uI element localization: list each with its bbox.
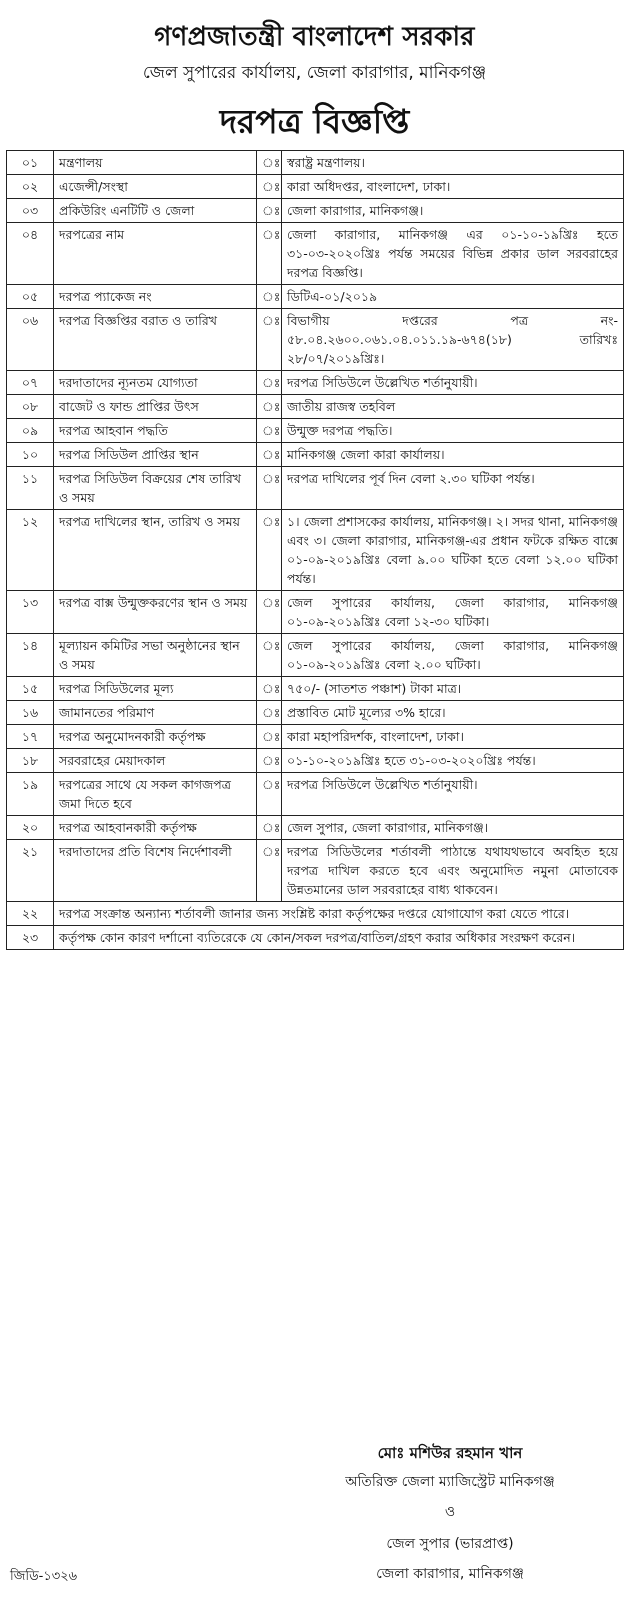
tender-details-table <box>6 150 624 950</box>
row-value: জেল সুপারের কার্যালয়, জেলা কারাগার, মানিকগঞ্জ ০১-০৯-২০১৯খ্রিঃ বেলা ১২-৩০ ঘটিকা। <box>282 591 624 634</box>
row-label: প্রকিউরিং এনটিটি ও জেলা <box>54 199 257 223</box>
row-value: স্বরাষ্ট্র মন্ত্রণালয়। <box>282 151 624 175</box>
row-label: দরপত্র সিডিউল প্রাপ্তির স্থান <box>54 443 257 467</box>
row-value: ৭৫০/- (সাতশত পঞ্চাশ) টাকা মাত্র। <box>282 677 624 701</box>
row-label: দরপত্র প্যাকেজ নং <box>54 285 257 309</box>
row-label: এজেন্সী/সংস্থা <box>54 175 257 199</box>
row-label: জামানতের পরিমাণ <box>54 701 257 725</box>
row-colon: ঃ <box>257 701 282 725</box>
row-number: ১৫ <box>7 677 54 701</box>
row-number: ০৩ <box>7 199 54 223</box>
row-colon: ঃ <box>257 840 282 902</box>
table-row <box>7 725 624 749</box>
table-row <box>7 510 624 591</box>
row-colon: ঃ <box>257 309 282 371</box>
row-number: ১৯ <box>7 773 54 816</box>
row-label: বাজেট ও ফান্ড প্রাপ্তির উৎস <box>54 395 257 419</box>
row-number: ১৪ <box>7 634 54 677</box>
row-number: ০১ <box>7 151 54 175</box>
row-colon: ঃ <box>257 199 282 223</box>
row-value: জেল সুপারের কার্যালয়, জেলা কারাগার, মানিকগঞ্জ ০১-০৯-২০১৯খ্রিঃ বেলা ২.০০ ঘটিকা। <box>282 634 624 677</box>
row-value: দরপত্র দাখিলের পূর্ব দিন বেলা ২.৩০ ঘটিকা পর্যন্ত। <box>282 467 624 510</box>
row-label: সরবরাহের মেয়াদকাল <box>54 749 257 773</box>
row-label: দরদাতাদের প্রতি বিশেষ নির্দেশাবলী <box>54 840 257 902</box>
row-number: ১৭ <box>7 725 54 749</box>
table-row <box>7 634 624 677</box>
table-row <box>7 395 624 419</box>
row-colon: ঃ <box>257 634 282 677</box>
table-row <box>7 902 624 926</box>
row-value: ডিটিএ-০১/২০১৯ <box>282 285 624 309</box>
table-row <box>7 223 624 285</box>
signatory-name: মোঃ মশিউর রহমান খান <box>377 1444 523 1462</box>
row-number: ০৪ <box>7 223 54 285</box>
office-subheading: জেল সুপারের কার্যালয়, জেলা কারাগার, মানিকগঞ্জ <box>142 63 487 83</box>
row-colon: ঃ <box>257 175 282 199</box>
row-colon: ঃ <box>257 223 282 285</box>
table-row <box>7 371 624 395</box>
row-value: উন্মুক্ত দরপত্র পদ্ধতি। <box>282 419 624 443</box>
row-text: কর্তৃপক্ষ কোন কারণ দর্শানো ব্যতিরেকে যে কোন/সকল দরপত্র/বাতিল/গ্রহণ করার অধিকার সংরক্ষণ করেন। <box>54 926 624 950</box>
row-value: কারা মহাপরিদর্শক, বাংলাদেশ, ঢাকা। <box>282 725 624 749</box>
gd-number: জিডি-১৩২৬ <box>10 1569 78 1584</box>
table-row <box>7 175 624 199</box>
row-label: দরপত্র বাক্স উন্মুক্তকরণের স্থান ও সময় <box>54 591 257 634</box>
row-number: ১৬ <box>7 701 54 725</box>
row-colon: ঃ <box>257 467 282 510</box>
row-label: মূল্যায়ন কমিটির সভা অনুষ্ঠানের স্থান ও সময় <box>54 634 257 677</box>
table-row <box>7 591 624 634</box>
row-number: ২১ <box>7 840 54 902</box>
table-row <box>7 677 624 701</box>
table-row <box>7 309 624 371</box>
row-label: দরপত্রের নাম <box>54 223 257 285</box>
row-number: ০৮ <box>7 395 54 419</box>
row-number: ১০ <box>7 443 54 467</box>
row-number: ১২ <box>7 510 54 591</box>
row-number: ২০ <box>7 816 54 840</box>
row-colon: ঃ <box>257 151 282 175</box>
signatory-designation-2: জেল সুপার (ভারপ্রাপ্ত) <box>386 1536 514 1552</box>
row-label: দরপত্র দাখিলের স্থান, তারিখ ও সময় <box>54 510 257 591</box>
row-text: দরপত্র সংক্রান্ত অন্যান্য শর্তাবলী জানার জন্য সংশ্লিষ্ট কারা কর্তৃপক্ষের দপ্তরে যোগাযোগ করা যেতে পারে। <box>54 902 624 926</box>
row-number: ১৩ <box>7 591 54 634</box>
row-value: জেলা কারাগার, মানিকগঞ্জ। <box>282 199 624 223</box>
row-colon: ঃ <box>257 816 282 840</box>
row-label: দরপত্র সিডিউল বিক্রয়ের শেষ তারিখ ও সময় <box>54 467 257 510</box>
row-number: ১১ <box>7 467 54 510</box>
row-colon: ঃ <box>257 371 282 395</box>
row-label: দরপত্র অনুমোদনকারী কর্তৃপক্ষ <box>54 725 257 749</box>
row-number: ২২ <box>7 902 54 926</box>
row-value: জেল সুপার, জেলা কারাগার, মানিকগঞ্জ। <box>282 816 624 840</box>
row-label: দরপত্র আহবান পদ্ধতি <box>54 419 257 443</box>
row-label: মন্ত্রণালয় <box>54 151 257 175</box>
table-row <box>7 285 624 309</box>
row-value: দরপত্র সিডিউলে উল্লেখিত শর্তানুযায়ী। <box>282 773 624 816</box>
table-row <box>7 443 624 467</box>
row-colon: ঃ <box>257 285 282 309</box>
table-row <box>7 926 624 950</box>
row-label: দরপত্র বিজ্ঞপ্তির বরাত ও তারিখ <box>54 309 257 371</box>
table-row <box>7 701 624 725</box>
row-label: দরদাতাদের ন্যূনতম যোগ্যতা <box>54 371 257 395</box>
table-row <box>7 840 624 902</box>
row-value: দরপত্র সিডিউলের শর্তাবলী পাঠান্তে যথাযথভাবে অবহিত হয়ে দরপত্র দাখিল করতে হবে এবং অনুমোদিত নমুনা মোতাবেক উন্নতমানের ডাল সরবরাহের বাধ্য থাকবেন। <box>282 840 624 902</box>
table-row <box>7 816 624 840</box>
row-label: দরপত্রের সাথে যে সকল কাগজপত্র জমা দিতে হবে <box>54 773 257 816</box>
signatory-designation-1: অতিরিক্ত জেলা ম্যাজিস্ট্রেট মানিকগঞ্জ <box>345 1474 555 1490</box>
table-row <box>7 151 624 175</box>
row-value: মানিকগঞ্জ জেলা কারা কার্যালয়। <box>282 443 624 467</box>
row-value: প্রস্তাবিত মোট মূল্যের ৩% হারে। <box>282 701 624 725</box>
row-colon: ঃ <box>257 419 282 443</box>
row-value: কারা অধিদপ্তর, বাংলাদেশ, ঢাকা। <box>282 175 624 199</box>
signatory-and: ও <box>444 1504 456 1520</box>
row-number: ০৬ <box>7 309 54 371</box>
row-number: ০২ <box>7 175 54 199</box>
row-value: জাতীয় রাজস্ব তহবিল <box>282 395 624 419</box>
row-colon: ঃ <box>257 510 282 591</box>
row-number: ০৫ <box>7 285 54 309</box>
table-row <box>7 199 624 223</box>
government-heading: গণপ্রজাতন্ত্রী বাংলাদেশ সরকার <box>154 22 475 52</box>
table-row <box>7 467 624 510</box>
row-label: দরপত্র আহবানকারী কর্তৃপক্ষ <box>54 816 257 840</box>
row-colon: ঃ <box>257 591 282 634</box>
row-value: বিভাগীয় দপ্তরের পত্র নং- ৫৮.০৪.২৬০০.০৬১.০৪.০১১.১৯-৬৭৪(১৮) তারিখঃ ২৮/০৭/২০১৯খ্রিঃ। <box>282 309 624 371</box>
row-colon: ঃ <box>257 677 282 701</box>
row-value: ০১-১০-২০১৯খ্রিঃ হতে ৩১-০৩-২০২০খ্রিঃ পর্যন্ত। <box>282 749 624 773</box>
row-colon: ঃ <box>257 395 282 419</box>
notice-title: দরপত্র বিজ্ঞপ্তি <box>219 102 410 141</box>
row-number: ১৮ <box>7 749 54 773</box>
row-colon: ঃ <box>257 749 282 773</box>
table-row <box>7 773 624 816</box>
row-number: ০৭ <box>7 371 54 395</box>
table-row <box>7 749 624 773</box>
row-value: ১। জেলা প্রশাসকের কার্যালয়, মানিকগঞ্জ। ২। সদর থানা, মানিকগঞ্জ এবং ৩। জেলা কারাগার, মানিকগঞ্জ-এর প্রধান ফটকে রক্ষিত বাক্সে ০১-০৯-২০১৯খ্রিঃ বেলা ৯.০০ ঘটিকা হতে বেলা ১২.০০ ঘটিকা পর্যন্ত। <box>282 510 624 591</box>
row-number: ০৯ <box>7 419 54 443</box>
table-row <box>7 419 624 443</box>
row-colon: ঃ <box>257 773 282 816</box>
signatory-office: জেলা কারাগার, মানিকগঞ্জ <box>376 1566 524 1582</box>
row-value: দরপত্র সিডিউলে উল্লেখিত শর্তানুযায়ী। <box>282 371 624 395</box>
row-number: ২৩ <box>7 926 54 950</box>
row-colon: ঃ <box>257 443 282 467</box>
row-colon: ঃ <box>257 725 282 749</box>
row-label: দরপত্র সিডিউলের মূল্য <box>54 677 257 701</box>
row-value: জেলা কারাগার, মানিকগঞ্জ এর ০১-১০-১৯খ্রিঃ হতে ৩১-০৩-২০২০খ্রিঃ পর্যন্ত সময়ের বিভিন্ন প্রকার ডাল সরবরাহের দরপত্র বিজ্ঞপ্তি। <box>282 223 624 285</box>
